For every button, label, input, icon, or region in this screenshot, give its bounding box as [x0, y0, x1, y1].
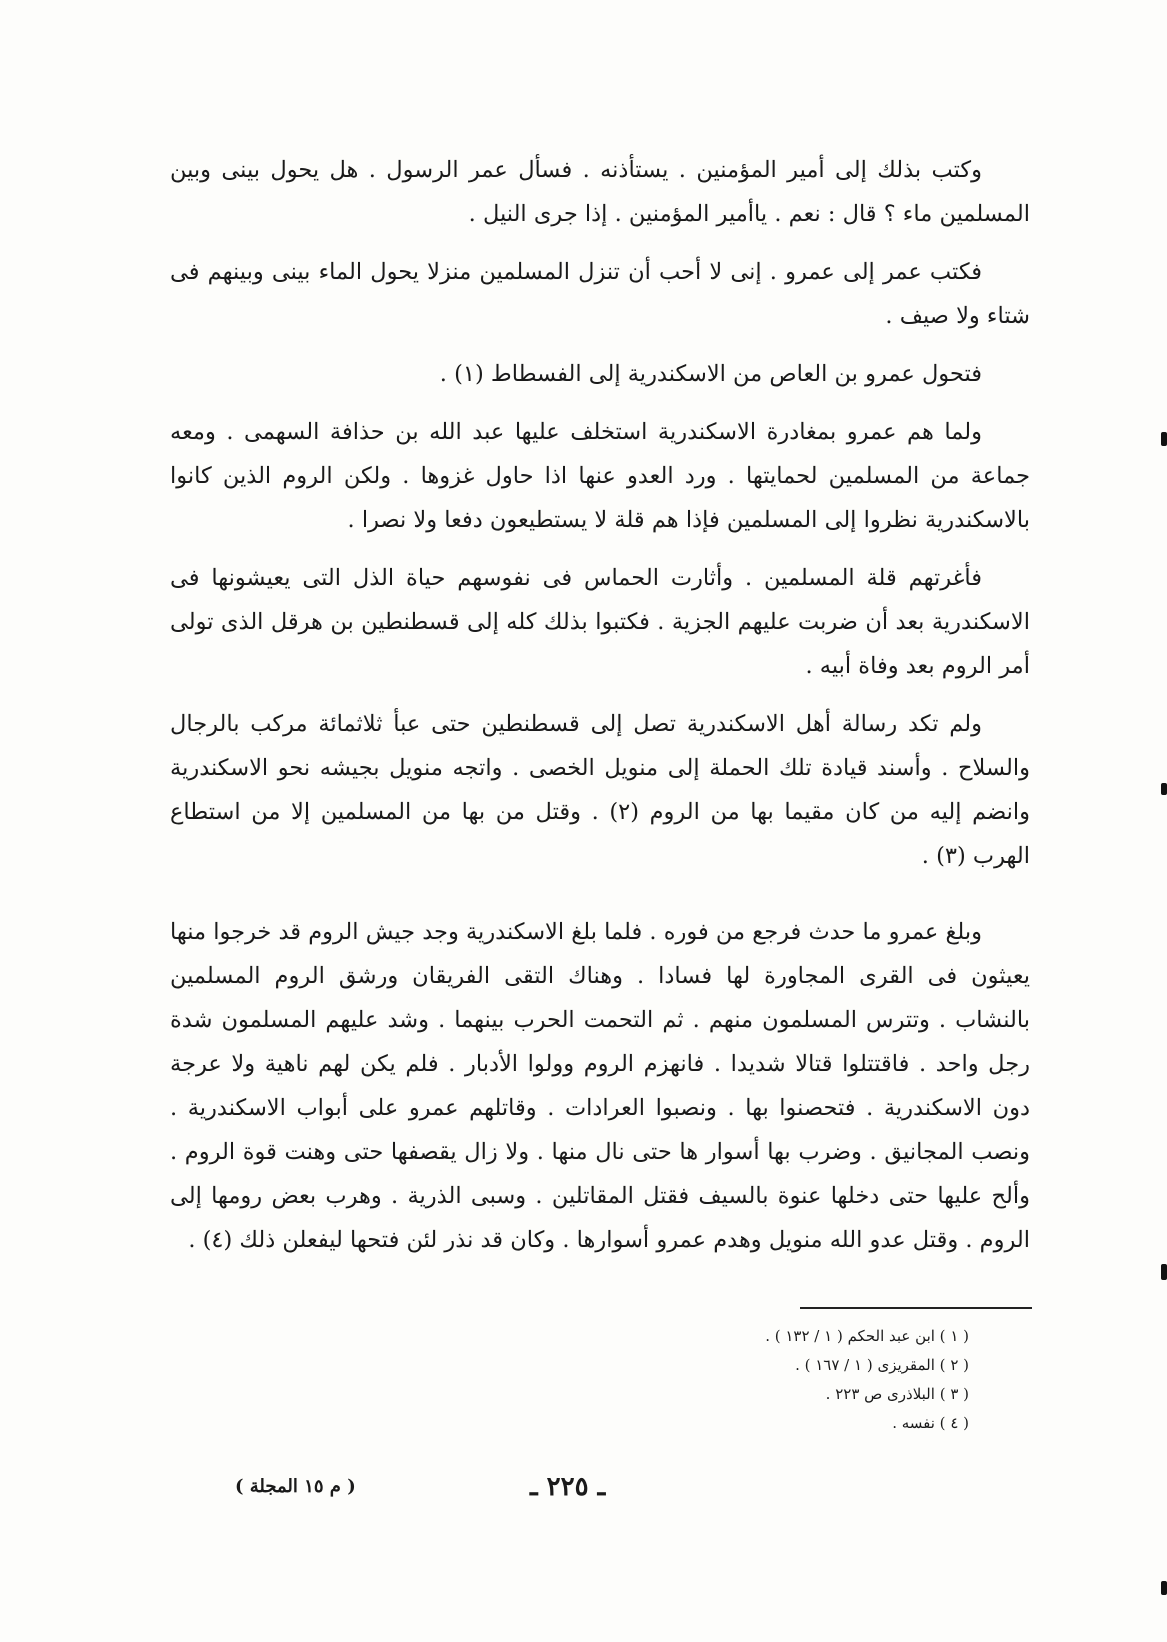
scan-edge-mark — [1161, 432, 1167, 446]
paragraph: فكتب عمر إلى عمرو . إنى لا أحب أن تنزل المسلمين منزلا يحول الماء بينى وبينهم فى شتاء ولا صيف . — [170, 259, 1030, 329]
body-text — [170, 148, 1030, 1276]
paragraph: فأغرتهم قلة المسلمين . وأثارت الحماس فى نفوسهم حياة الذل التى يعيشونها فى الاسكندرية بعد أن ضربت عليهم الجزية . فكتبوا بذلك كله إلى قسطنطين بن هرقل الذى تولى أمر الروم بعد وفاة أبيه . — [170, 565, 1030, 679]
page-number: ـ ٢٢٥ ـ — [530, 1472, 606, 1502]
paragraph: ولما هم عمرو بمغادرة الاسكندرية استخلف عليها عبد الله بن حذافة السهمى . ومعه جماعة من المسلمين لحمايتها . ورد العدو عنها اذا حاول غزوها . ولكن الروم الذين كانوا بالاسكندرية نظروا إلى المسلمين فإذا هم قلة لا يستطيعون دفعا ولا نصرا . — [170, 419, 1030, 533]
scan-edge-mark — [1161, 783, 1167, 795]
journal-reference: ( م ١٥ المجلة ) — [235, 1476, 356, 1497]
footnote-item: ( ٤ ) نفسه . — [892, 1414, 969, 1432]
footnotes-list — [617, 1322, 977, 1438]
footnote-item: ( ٣ ) البلاذرى ص ٢٢٣ . — [825, 1385, 969, 1403]
paragraph: وبلغ عمرو ما حدث فرجع من فوره . فلما بلغ الاسكندرية وجد جيش الروم قد خرجوا منها يعيثون فى القرى المجاورة لها فسادا . وهناك التقى الفريقان ورشق الروم المسلمين بالنشاب . وتترس المسلمون منهم . ثم التحمت الحرب بينهما . وشد عليهم المسلمون شدة رجل واحد . فاقتتلوا قتالا شديدا . فانهزم الروم وولوا الأدبار . فلم يكن لهم ناهية ولا عرجة دون الاسكندرية . فتحصنوا بها . ونصبوا العرادات . وقاتلهم عمرو على أبواب الاسكندرية . ونصب المجانيق . وضرب بها أسوار ها حتى نال منها . ولا زال يقصفها حتى وهنت قوة الروم . وألح عليها حتى دخلها عنوة بالسيف فقتل المقاتلين . وسبى الذرية . وهرب بعض رومها إلى الروم . وقتل عدو الله منويل وهدم عمرو أسوارها . وكان قد نذر لئن فتحها ليفعلن ذلك (٤) . — [170, 919, 1030, 1253]
footnote-separator — [800, 1307, 1032, 1309]
scan-edge-mark — [1161, 1581, 1167, 1595]
paragraph: وكتب بذلك إلى أمير المؤمنين . يستأذنه . فسأل عمر الرسول . هل يحول بينى وبين المسلمين ماء ؟ قال : نعم . ياأمير المؤمنين . إذا جرى النيل . — [170, 157, 1030, 227]
footnote-item: ( ١ ) ابن عبد الحكم ( ١ / ١٣٢ ) . — [765, 1327, 969, 1345]
footnote-item: ( ٢ ) المقريزى ( ١ / ١٦٧ ) . — [795, 1356, 969, 1374]
paragraph: فتحول عمرو بن العاص من الاسكندرية إلى الفسطاط (١) . — [439, 361, 982, 387]
page-footer — [0, 1472, 1167, 1512]
paragraph: ولم تكد رسالة أهل الاسكندرية تصل إلى قسطنطين حتى عبأ ثلاثمائة مركب بالرجال والسلاح . وأسند قيادة تلك الحملة إلى منويل الخصى . واتجه منويل بجيشه نحو الاسكندرية وانضم إليه من كان مقيما بها من الروم (٢) . وقتل من بها من المسلمين إلا من استطاع الهرب (٣) . — [170, 711, 1030, 869]
scan-edge-mark — [1161, 1264, 1167, 1280]
